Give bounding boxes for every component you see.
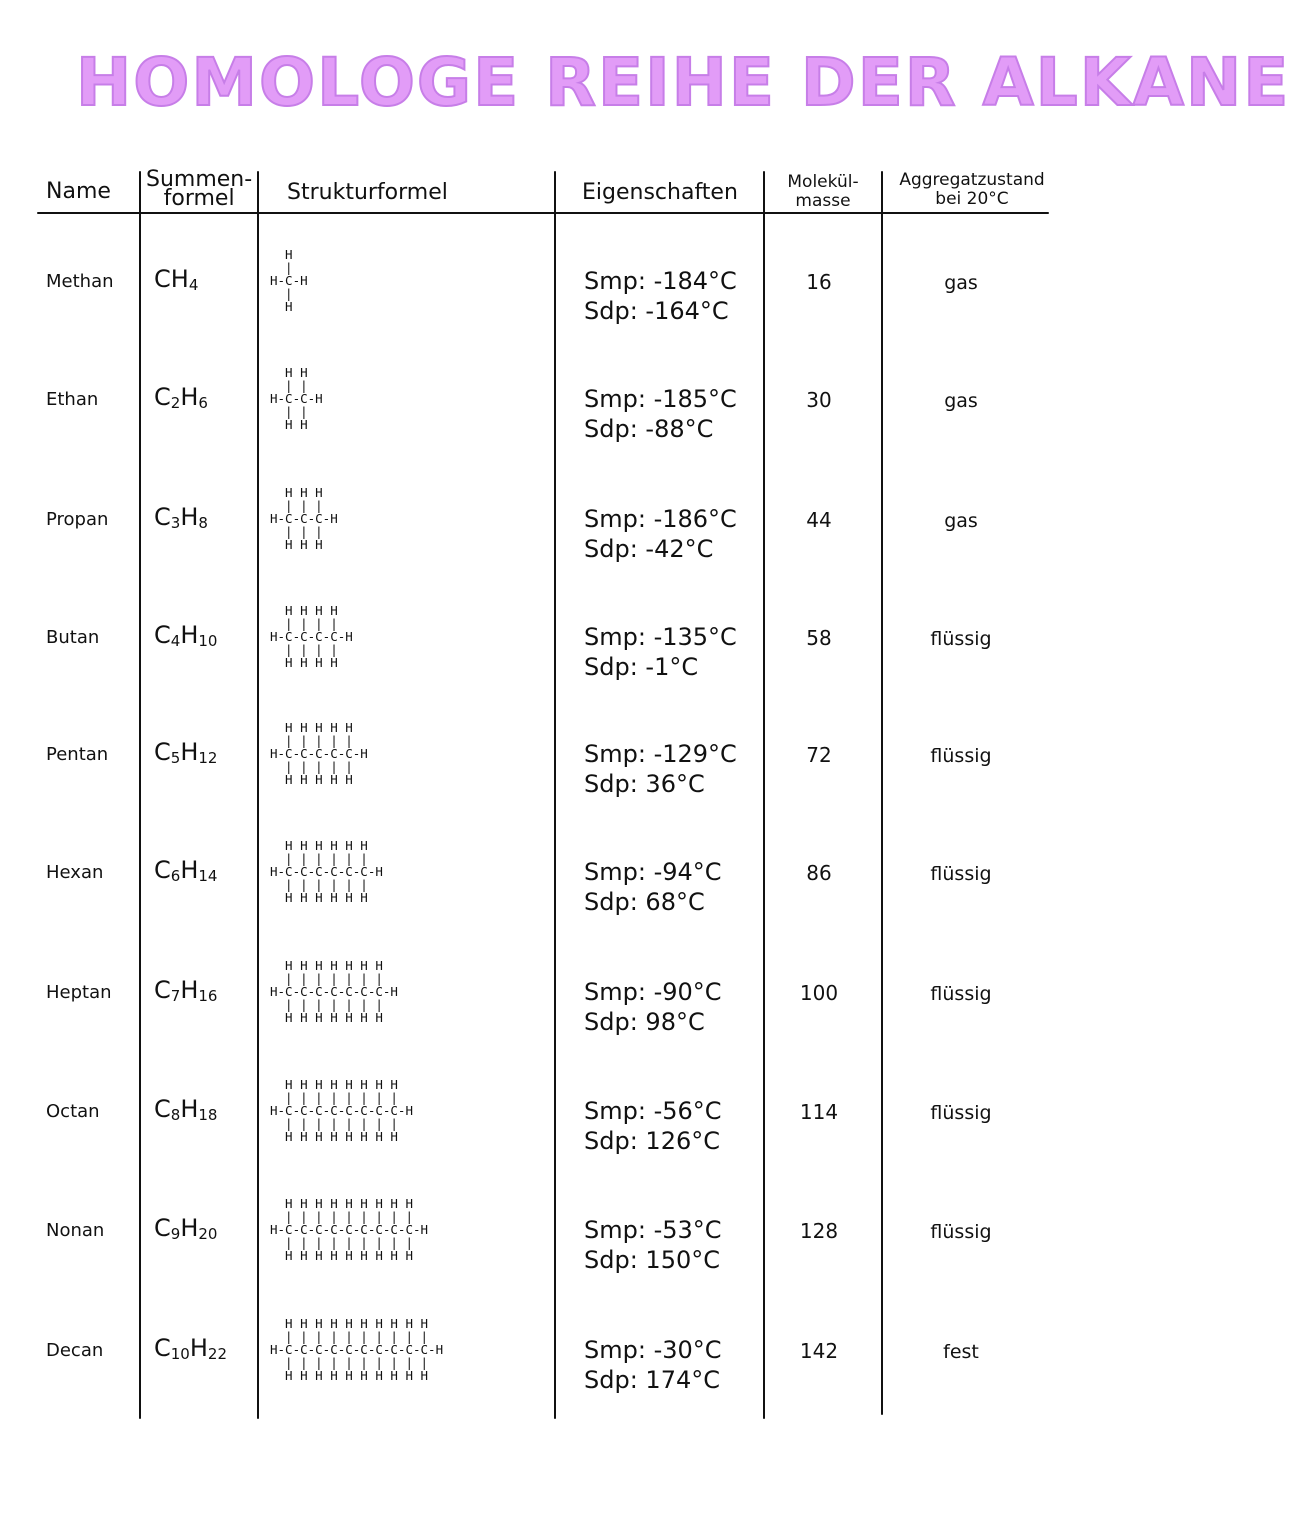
melting-point: Smp: -129°C [584, 740, 737, 768]
boiling-point: Sdp: 36°C [584, 770, 705, 798]
molecular-mass: 142 [799, 1339, 839, 1363]
molecular-formula: $C_5H_{12}$ [154, 738, 218, 767]
header-mass-line1: Molekül- [787, 172, 859, 192]
boiling-point: Sdp: 174°C [584, 1366, 720, 1394]
molecular-mass: 16 [806, 270, 832, 294]
structural-formula: H H H H H H H H H | | | | | | | | | H-C-C-C-C-C-C-C-C-C-H | | | | | | | | | H H H H H H H H H [270, 1196, 429, 1263]
melting-point: Smp: -184°C [584, 267, 737, 295]
aggregate-state: flüssig [930, 745, 992, 767]
header-properties: Eigenschaften [582, 180, 738, 205]
aggregate-state: flüssig [930, 863, 992, 885]
molecular-mass: 58 [806, 626, 832, 650]
structural-formula: H H H H | | | | H-C-C-C-C-H | | | | H H H H [270, 603, 353, 670]
aggregate-state: flüssig [930, 1102, 992, 1124]
properties [584, 1096, 722, 1156]
structural-formula: H H | | H-C-C-H | | H H [270, 365, 323, 432]
alkane-name: Pentan [46, 744, 109, 765]
alkane-name: Decan [46, 1340, 104, 1361]
molecular-formula: $C_3H_8$ [154, 503, 208, 532]
properties [584, 1215, 722, 1275]
structural-formula: H H H H H H H | | | | | | | H-C-C-C-C-C-C-C-H | | | | | | | H H H H H H H [270, 958, 398, 1025]
boiling-point: Sdp: -164°C [584, 297, 729, 325]
properties [584, 739, 737, 799]
aggregate-state: fest [943, 1341, 979, 1363]
alkane-name: Heptan [46, 982, 112, 1003]
melting-point: Smp: -56°C [584, 1097, 722, 1125]
melting-point: Smp: -30°C [584, 1336, 722, 1364]
melting-point: Smp: -90°C [584, 978, 722, 1006]
page-title: HOMOLOGE REIHE DER ALKANE [76, 44, 1290, 121]
alkane-name: Methan [46, 271, 114, 292]
boiling-point: Sdp: 98°C [584, 1008, 705, 1036]
structural-formula: H H H H H H H H | | | | | | | | H-C-C-C-C-C-C-C-C-H | | | | | | | | H H H H H H H H [270, 1077, 413, 1144]
properties [584, 266, 737, 326]
boiling-point: Sdp: 126°C [584, 1127, 720, 1155]
molecular-mass: 100 [799, 981, 839, 1005]
boiling-point: Sdp: 68°C [584, 888, 705, 916]
header-state-line1: Aggregatzustand [899, 170, 1045, 190]
molecular-formula: $C_{10}H_{22}$ [154, 1334, 227, 1363]
structural-formula: H H H H H | | | | | H-C-C-C-C-C-H | | | | | H H H H H [270, 720, 368, 787]
header-mass [764, 173, 882, 211]
aggregate-state: flüssig [930, 628, 992, 650]
structural-formula: H H H | | | H-C-C-C-H | | | H H H [270, 485, 338, 552]
melting-point: Smp: -185°C [584, 385, 737, 413]
molecular-mass: 72 [806, 743, 832, 767]
melting-point: Smp: -186°C [584, 505, 737, 533]
melting-point: Smp: -53°C [584, 1216, 722, 1244]
properties [584, 384, 737, 444]
header-formula-line2: formel [163, 186, 235, 211]
alkane-name: Ethan [46, 389, 99, 410]
alkane-name: Nonan [46, 1220, 105, 1241]
properties [584, 504, 737, 564]
alkane-name: Butan [46, 627, 100, 648]
structural-formula: H H H H H H H H H H | | | | | | | | | | H-C-C-C-C-C-C-C-C-C-C-H | | | | | | | | | | H H H H H H H H H H [270, 1316, 444, 1383]
molecular-formula: $CH_4$ [154, 265, 199, 294]
header-name: Name [46, 179, 111, 204]
header-formula-line1: Summen- [146, 167, 253, 192]
molecular-mass: 44 [806, 508, 832, 532]
header-mass-line2: masse [795, 191, 851, 211]
boiling-point: Sdp: -88°C [584, 415, 714, 443]
molecular-mass: 86 [806, 861, 832, 885]
aggregate-state: gas [944, 510, 978, 532]
properties [584, 622, 737, 682]
properties [584, 857, 722, 917]
structural-formula: H | H-C-H | H [270, 247, 308, 314]
aggregate-state: flüssig [930, 1221, 992, 1243]
properties [584, 1335, 722, 1395]
aggregate-state: gas [944, 272, 978, 294]
melting-point: Smp: -94°C [584, 858, 722, 886]
structural-formula: H H H H H H | | | | | | H-C-C-C-C-C-C-H | | | | | | H H H H H H [270, 838, 383, 905]
boiling-point: Sdp: -42°C [584, 535, 714, 563]
molecular-formula: $C_2H_6$ [154, 383, 208, 412]
header-state-line2: bei 20°C [935, 189, 1009, 209]
molecular-mass: 30 [806, 388, 832, 412]
aggregate-state: gas [944, 390, 978, 412]
molecular-mass: 114 [799, 1100, 839, 1124]
header-formula [146, 167, 253, 211]
molecular-formula: $C_8H_{18}$ [154, 1095, 218, 1124]
alkane-name: Octan [46, 1101, 100, 1122]
molecular-formula: $C_4H_{10}$ [154, 621, 218, 650]
header-structure: Strukturformel [287, 180, 448, 205]
molecular-formula: $C_6H_{14}$ [154, 856, 218, 885]
boiling-point: Sdp: -1°C [584, 653, 699, 681]
melting-point: Smp: -135°C [584, 623, 737, 651]
alkane-name: Propan [46, 509, 109, 530]
aggregate-state: flüssig [930, 983, 992, 1005]
molecular-formula: $C_9H_{20}$ [154, 1214, 218, 1243]
alkane-name: Hexan [46, 862, 104, 883]
boiling-point: Sdp: 150°C [584, 1246, 720, 1274]
molecular-formula: $C_7H_{16}$ [154, 976, 218, 1005]
header-state [886, 171, 1058, 209]
properties [584, 977, 722, 1037]
molecular-mass: 128 [799, 1219, 839, 1243]
